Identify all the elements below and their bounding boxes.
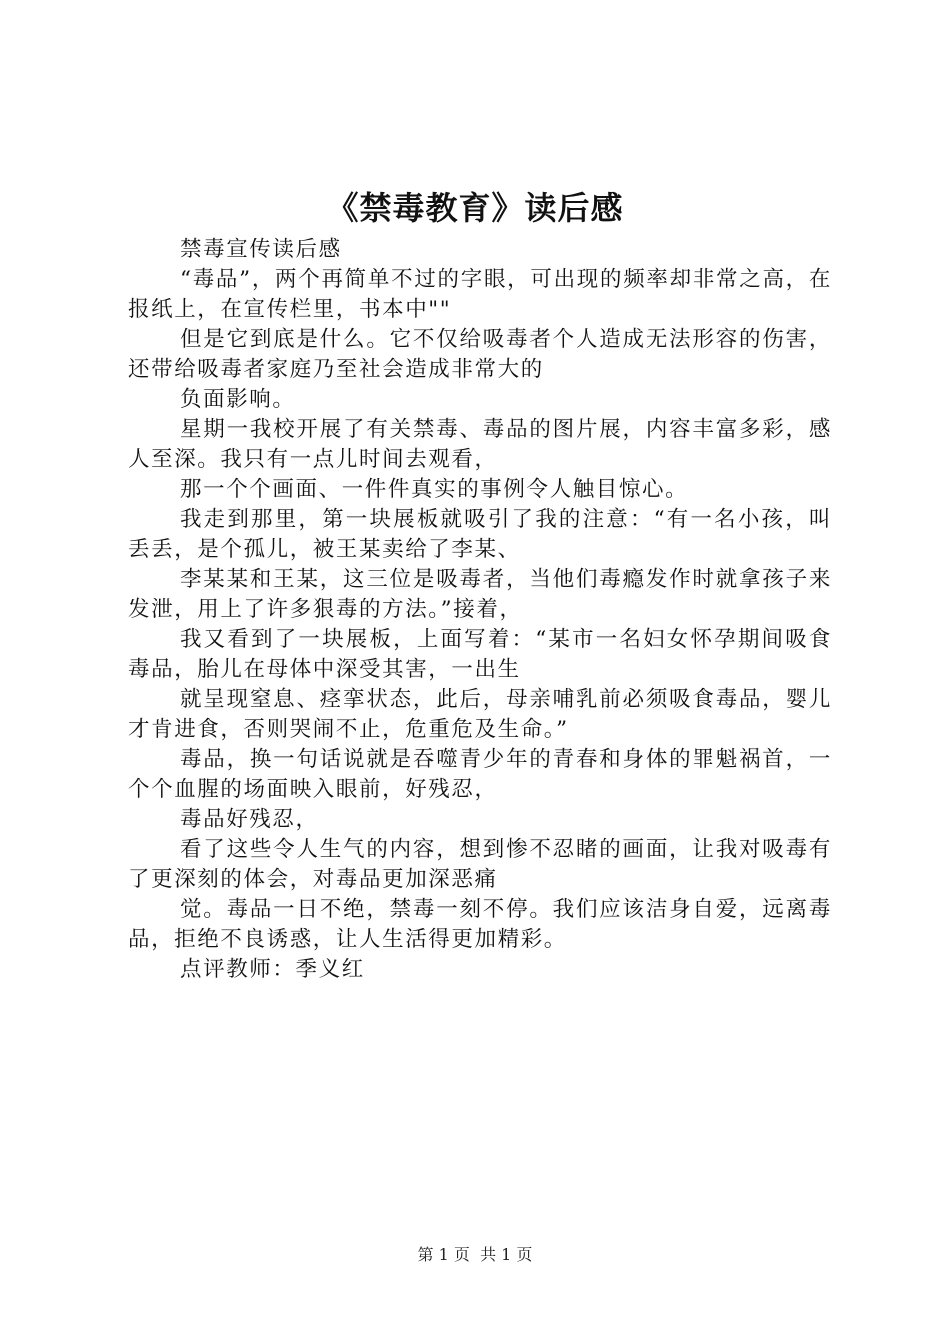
paragraph: “毒品”，两个再简单不过的字眼，可出现的频率却非常之高，在报纸上，在宣传栏里，书本中"" (128, 267, 832, 322)
paragraph: 毒品好残忍， (180, 807, 319, 832)
paragraph: 但是它到底是什么。它不仅给吸毒者个人造成无法形容的伤害，还带给吸毒者家庭乃至社会造成非常大的 (128, 327, 832, 382)
paragraph: 就呈现窒息、痉挛状态，此后，母亲哺乳前必须吸食毒品，婴儿才肯进食，否则哭闹不止，危重危及生命。” (128, 687, 832, 742)
page-number: 第 1 页 共 1 页 (417, 1245, 533, 1264)
document-title: 《禁毒教育》读后感 (326, 189, 624, 227)
paragraph: 星期一我校开展了有关禁毒、毒品的图片展，内容丰富多彩，感人至深。我只有一点儿时间去观看， (128, 417, 832, 472)
reviewer-line: 点评教师：季义红 (180, 957, 365, 982)
paragraph: 负面影响。 (180, 387, 296, 412)
page-footer (0, 1244, 950, 1266)
document-body (128, 235, 832, 985)
paragraph: 我走到那里，第一块展板就吸引了我的注意：“有一名小孩，叫丢丢，是个孤儿，被王某卖给了李某、 (128, 507, 832, 562)
paragraph: 禁毒宣传读后感 (180, 237, 342, 262)
paragraph: 我又看到了一块展板，上面写着：“某市一名妇女怀孕期间吸食毒品，胎儿在母体中深受其害，一出生 (128, 627, 832, 682)
paragraph: 看了这些令人生气的内容，想到惨不忍睹的画面，让我对吸毒有了更深刻的体会，对毒品更加深恶痛 (128, 837, 832, 892)
paragraph: 李某某和王某，这三位是吸毒者，当他们毒瘾发作时就拿孩子来发泄，用上了许多狠毒的方法。”接着， (128, 567, 832, 622)
paragraph: 觉。毒品一日不绝，禁毒一刻不停。我们应该洁身自爱，远离毒品，拒绝不良诱惑，让人生活得更加精彩。 (128, 897, 832, 952)
paragraph: 那一个个画面、一件件真实的事例令人触目惊心。 (180, 477, 689, 502)
paragraph: 毒品，换一句话说就是吞噬青少年的青春和身体的罪魁祸首，一个个血腥的场面映入眼前，好残忍， (128, 747, 832, 802)
